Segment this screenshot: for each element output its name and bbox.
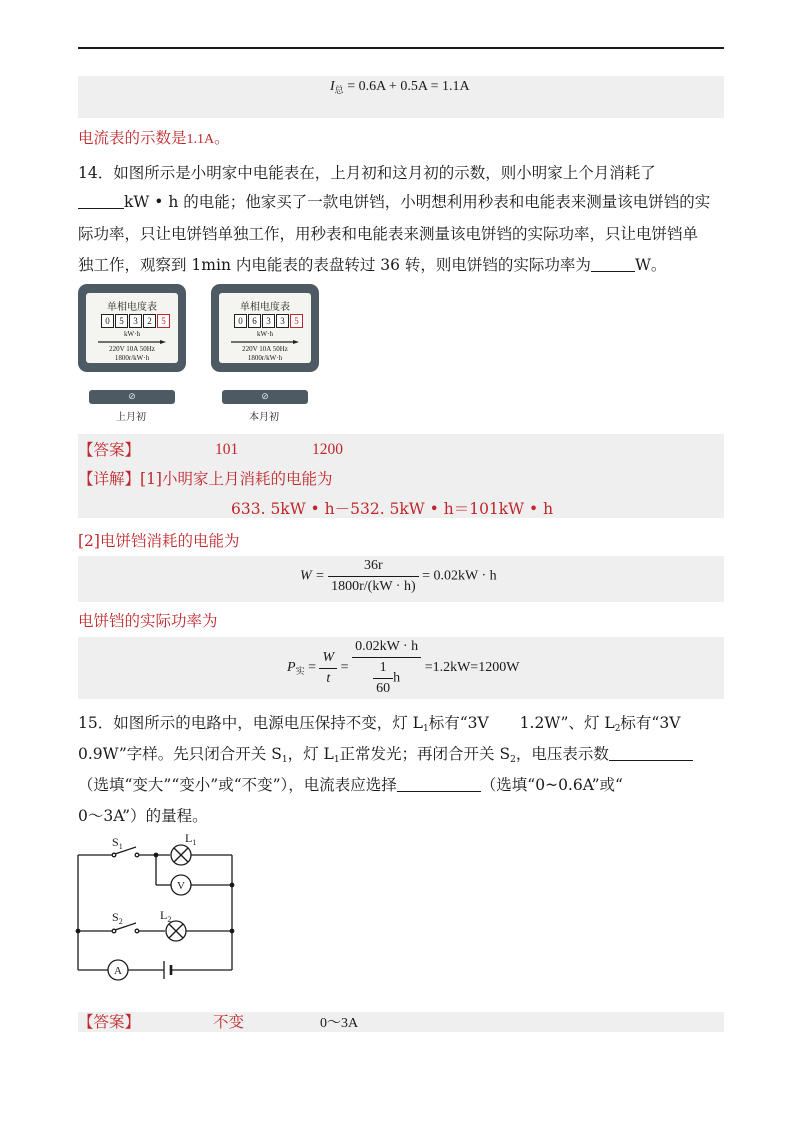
q14-line2 (78, 192, 710, 212)
eq3-f2-den-num: 1 (373, 660, 393, 679)
eq3-f1-num: W (319, 650, 337, 669)
q15-l3-b: （选填“0~0.6A”或“ (480, 776, 623, 794)
eq-rhs: = 0.6A + 0.5A = 1.1A (347, 79, 470, 94)
meter-arrow-icon (231, 340, 299, 344)
label-voltmeter: V (177, 880, 185, 892)
q14-blank-2 (591, 256, 635, 272)
answer-label-15: 【答案】 (78, 1013, 141, 1031)
equation-power (287, 639, 519, 697)
q15-blank-2 (397, 776, 481, 792)
answer-14-2: 1200 (312, 441, 343, 458)
meter-digit: 5 (115, 314, 128, 328)
meter-digit: 3 (262, 314, 275, 328)
meter-digits (101, 314, 171, 328)
q15-blank-1 (609, 745, 693, 761)
meter-face (219, 293, 311, 363)
detail-14-step1-text: [1]小明家上月消耗的电能为 (140, 470, 333, 488)
meter-base: ⊘ (89, 390, 175, 404)
q14-line2-text: kW • h 的电能；他家买了一款电饼铛，小明想利用秒表和电能表来测量该电饼铛的实 (124, 193, 711, 211)
meter-title: 单相电度表 (107, 302, 157, 313)
eq3-lhs: P (287, 660, 296, 676)
detail-14-calc1: 633. 5kW • h－532. 5kW • h＝101kW • h (231, 500, 554, 518)
junction-dot (230, 883, 235, 888)
meter-base: ⊘ (222, 390, 308, 404)
ammeter-result-end: 。 (214, 129, 230, 147)
q15-l2-sub2: 1 (333, 755, 340, 765)
detail-14-step2: [2]电饼铛消耗的电能为 (78, 532, 240, 550)
eq3-eq2: = (340, 660, 349, 676)
eq2-den: 1800r/(kW · h) (331, 579, 416, 594)
eq3-eq1: = (308, 660, 316, 676)
meter-caption-this-month: 本月初 (249, 412, 279, 423)
q15-line2 (78, 744, 693, 770)
answer-box-15 (78, 1012, 724, 1032)
junction-dot (154, 853, 159, 858)
eq3-rhs: =1.2kW=1200W (424, 660, 520, 676)
eq3-f2-num: 0.02kW · h (352, 639, 421, 658)
q14-line4-end: W。 (634, 256, 667, 274)
label-s2: $S_2$ (112, 910, 123, 926)
q15-l1-sub2: 2 (614, 724, 621, 734)
label-l1: $L_1$ (185, 831, 197, 847)
answer-14-1: 101 (215, 441, 239, 458)
meter-caption-last-month: 上月初 (116, 412, 146, 423)
answer-15-2: 0～3A (320, 1016, 359, 1031)
energy-meter-this-month (211, 284, 319, 372)
meter-face (86, 293, 178, 363)
label-s1: $S_1$ (112, 835, 123, 851)
meter-digit-decimal: 5 (157, 314, 170, 328)
q15-l2-a: 0.9W”字样。先只闭合开关 S (78, 745, 282, 763)
label-ammeter: A (114, 965, 122, 977)
ammeter-result-value: 1.1A (186, 132, 215, 147)
eq3-f2-den (352, 658, 421, 697)
q15-l2-sub1: 1 (281, 755, 288, 765)
meter-spec: 220V 10A 50Hz (109, 345, 155, 353)
label-l2: $L_2$ (160, 908, 172, 924)
meter-arrow-icon (98, 340, 166, 344)
meter-digit: 2 (143, 314, 156, 328)
equation-current-sum (330, 79, 470, 96)
q15-l1-a: 15．如图所示的电路中，电源电压保持不变，灯 L (78, 714, 423, 732)
meter-digit: 3 (129, 314, 142, 328)
answer-label-14: 【答案】 (78, 441, 141, 459)
ammeter-result-text: 电流表的示数是 (78, 129, 187, 147)
eq2-lhs: W = (300, 568, 325, 584)
meter-unit: kW·h (257, 330, 273, 338)
meter-rev: 1800r/kW·h (114, 354, 150, 362)
q15-l2-sub3: 2 (510, 755, 516, 765)
energy-meter-last-month (78, 284, 186, 372)
q15-l1-c: 标有“3V (620, 714, 681, 732)
q14-line4 (78, 255, 666, 275)
q14-blank-1 (78, 193, 124, 209)
header-rule (78, 47, 724, 49)
detail-label-14: 【详解】 (78, 470, 141, 488)
q15-line3 (78, 775, 623, 795)
meter-rev: 1800r/kW·h (247, 354, 283, 362)
eq3-lhs-sub: 实 (295, 666, 305, 677)
eq2-rhs: = 0.02kW · h (422, 568, 497, 584)
eq2-fraction (328, 558, 419, 595)
detail-14-step3: 电饼铛的实际功率为 (78, 612, 218, 630)
q15-l2-b: ，灯 L (287, 745, 334, 763)
eq3-f2-den-den: 60 (376, 681, 391, 696)
answer-15-1: 不变 (213, 1013, 245, 1031)
junction-dot (76, 929, 81, 934)
q14-line4-text: 独工作，观察到 1min 内电能表的表盘转过 36 转，则电饼铛的实际功率为 (78, 256, 591, 274)
q15-l1-b: 标有“3V 1.2W”、灯 L (428, 714, 615, 732)
eq-lhs-sub: 总 (334, 85, 344, 95)
eq3-fraction-wt (319, 650, 337, 687)
meter-unit: kW·h (124, 330, 140, 338)
eq-lhs: I (330, 79, 335, 94)
eq3-f2-den-frac (373, 660, 393, 697)
eq3-f1-den: t (326, 670, 331, 686)
q14-line3: 际功率，只让电饼铛单独工作，用秒表和电能表来测量该电饼铛的实际功率，只让电饼铛单 (78, 225, 699, 243)
meter-digit: 0 (234, 314, 247, 328)
meter-title: 单相电度表 (240, 302, 290, 313)
circuit-diagram (70, 830, 245, 986)
q15-line1 (78, 713, 680, 739)
eq2-num: 36r (328, 558, 419, 577)
meter-digit: 6 (248, 314, 261, 328)
eq3-f2-den-unit: h (393, 670, 401, 686)
junction-dot (230, 929, 235, 934)
switch-s2-contact (135, 929, 139, 933)
q15-l2-c: 正常发光；再闭合开关 S (339, 745, 511, 763)
q15-l1-sub1: 1 (422, 724, 429, 734)
meter-digit: 0 (101, 314, 114, 328)
meter-digit: 3 (276, 314, 289, 328)
q15-l3-a: （选填“变大”“变小”或“不变”），电流表应选择 (78, 776, 397, 794)
meter-digit-decimal: 5 (290, 314, 303, 328)
equation-energy (300, 558, 497, 595)
switch-s1-contact (135, 853, 139, 857)
q15-l2-d: ，电压表示数 (515, 745, 609, 763)
ammeter-result (78, 128, 230, 150)
meter-spec: 220V 10A 50Hz (242, 345, 288, 353)
eq3-fraction-value (352, 639, 421, 697)
q14-line1: 14．如图所示是小明家中电能表在，上月初和这月初的示数，则小明家上个月消耗了 (78, 164, 656, 182)
q15-line4: 0～3A”）的量程。 (78, 807, 208, 825)
meter-digits (234, 314, 304, 328)
detail-14-step1 (78, 469, 332, 489)
